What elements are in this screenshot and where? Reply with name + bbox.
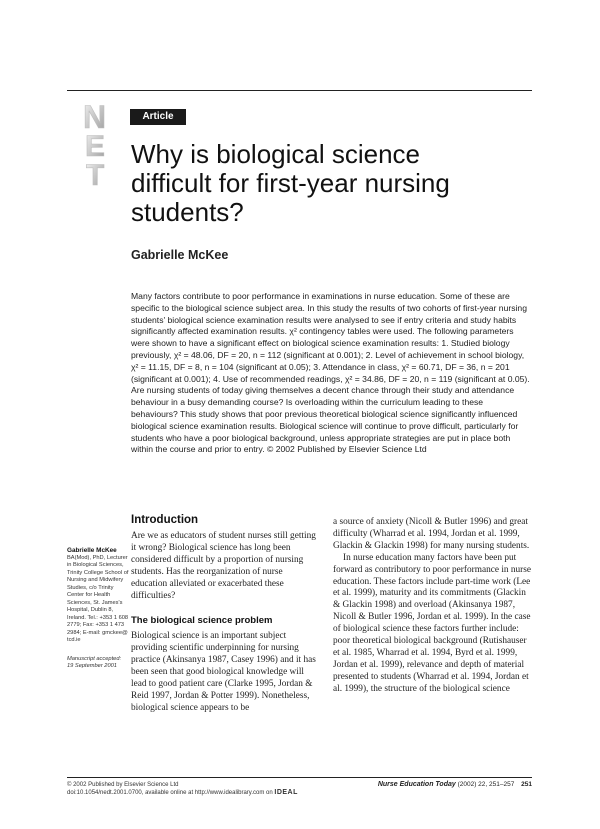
sidebar-affiliation: BA(Mod), PhD, Lecturer in Biological Sciences, Trinity College School of Nursing and Midwifery Studies, c/o Trinity Center for Health Sciences, St. James's Hospital, Dublin 8, Ireland. Tel.: +353 1 608 2779; Fax: +353 1 473 2984; E-mail: gmckee@ tcd.ie bbox=[67, 554, 129, 643]
right-paragraph-2: In nurse education many factors have been put forward as contributory to poor performance in nurse education. These factors include part-time work (Lee et al. 1999), maturity and its commitments (Glackin & Glackin 1998) and overload (Akinsanya 1987, Nicoll & Butler 1996, Jordan et al. 1999). In the case of biological science these factors further include: poor theoretical biological background (Rutishauser et al. 1985, Wharrad et al. 1994, Byrd et al. 1999, Jordan et al. 1999), relevance and depth of material presented to students (Wharrad et al. 1994, Jordan et al. 1999), the structure of the biological science bbox=[333, 552, 532, 694]
footer-copyright-line: © 2002 Published by Elsevier Science Ltd bbox=[67, 782, 179, 788]
journal-logo bbox=[80, 100, 118, 190]
footer-doi: doi:10.1054/nedt.2001.0700, available online at http://www.idealibrary.com on bbox=[67, 790, 273, 796]
footer-journal bbox=[340, 781, 532, 789]
right-column bbox=[333, 517, 531, 696]
manuscript-accepted-date: 19 September 2001 bbox=[67, 663, 117, 669]
top-rule bbox=[67, 90, 532, 91]
svg-text:N: N bbox=[83, 100, 107, 135]
footer-doi-line bbox=[67, 789, 298, 797]
intro-paragraph-2: Biological science is an important subject providing scientific underpinning for nursing practice (Akinsanya 1987, Casey 1996) and it has been seen that good biological knowledge will lead to good patient care (Clarke 1995, Jordan & Reid 1997, Jordan & Potter 1999). Nonetheless, biological science appears to be bbox=[131, 631, 316, 713]
abstract: Many factors contribute to poor performance in examinations in nurse education. Some of these are specific to the biological science subject area. In this study the results of two cohorts of first-year nursing students' biological science examination results were analysed to see if entry criteria and study habits significantly affected examination results. χ² contingency tables were used. The following parameters were shown to have a significant effect on biological science examination results: 1. Studied biology previously, χ² = 48.06, DF = 20, n = 112 (significant at 0.001); 2. Level of achievement in school biology, χ² = 11.15, DF = 8, n = 104 (significant at 0.05); 3. Attendance in class, χ² = 60.71, DF = 36, n = 201 (significant at 0.001); 4. Use of recommended readings, χ² = 34.86, DF = 20, n = 119 (significant at 0.05). Are nursing students of today giving themselves a decent chance through their study and attendance behaviour in a busy demanding course? Is overloading within the curriculum leading to these behaviours? This study shows that poor previous theoretical biological science significantly influenced biological science examination results. Biological science will continue to prove difficult, particularly for students who have a poor biological background, unless appropriate strategies are put in place both within the course and prior to entry. © 2002 Published by Elsevier Science Ltd bbox=[131, 291, 530, 455]
page-title: Why is biological science difficult for first-year nursing students? bbox=[131, 139, 450, 227]
sidebar-author-name: Gabrielle McKee bbox=[67, 547, 117, 554]
right-paragraph-1: a source of anxiety (Nicoll & Butler 1996) and great difficulty (Wharrad et al. 1994, Jordan et al. 1999, Glackin & Glackin 1998) for many nursing students. bbox=[333, 517, 530, 551]
bottom-rule bbox=[67, 777, 532, 778]
intro-heading: Introduction bbox=[131, 514, 199, 526]
footer-copyright bbox=[67, 781, 298, 797]
journal-name: Nurse Education Today bbox=[377, 781, 456, 788]
intro-column bbox=[131, 514, 321, 715]
ideal-logo: IDEAL bbox=[274, 789, 298, 796]
article-tag: Article bbox=[130, 109, 186, 125]
svg-text:E: E bbox=[85, 130, 106, 163]
svg-text:T: T bbox=[86, 159, 105, 190]
manuscript-accepted-label: Manuscript accepted: bbox=[67, 655, 122, 662]
intro-paragraph-1: Are we as educators of student nurses still getting it wrong? Biological science has long been considered difficult by a proportion of nursing students. Has the reorganization of nurse education alleviated or exacerbated these difficulties? bbox=[131, 531, 316, 601]
author-sidebar bbox=[67, 547, 129, 671]
citation: (2002) 22, 251–257 bbox=[457, 781, 515, 788]
page-number: 251 bbox=[521, 781, 532, 788]
subsection-heading: The biological science problem bbox=[131, 615, 273, 627]
author-name: Gabrielle McKee bbox=[131, 248, 229, 262]
